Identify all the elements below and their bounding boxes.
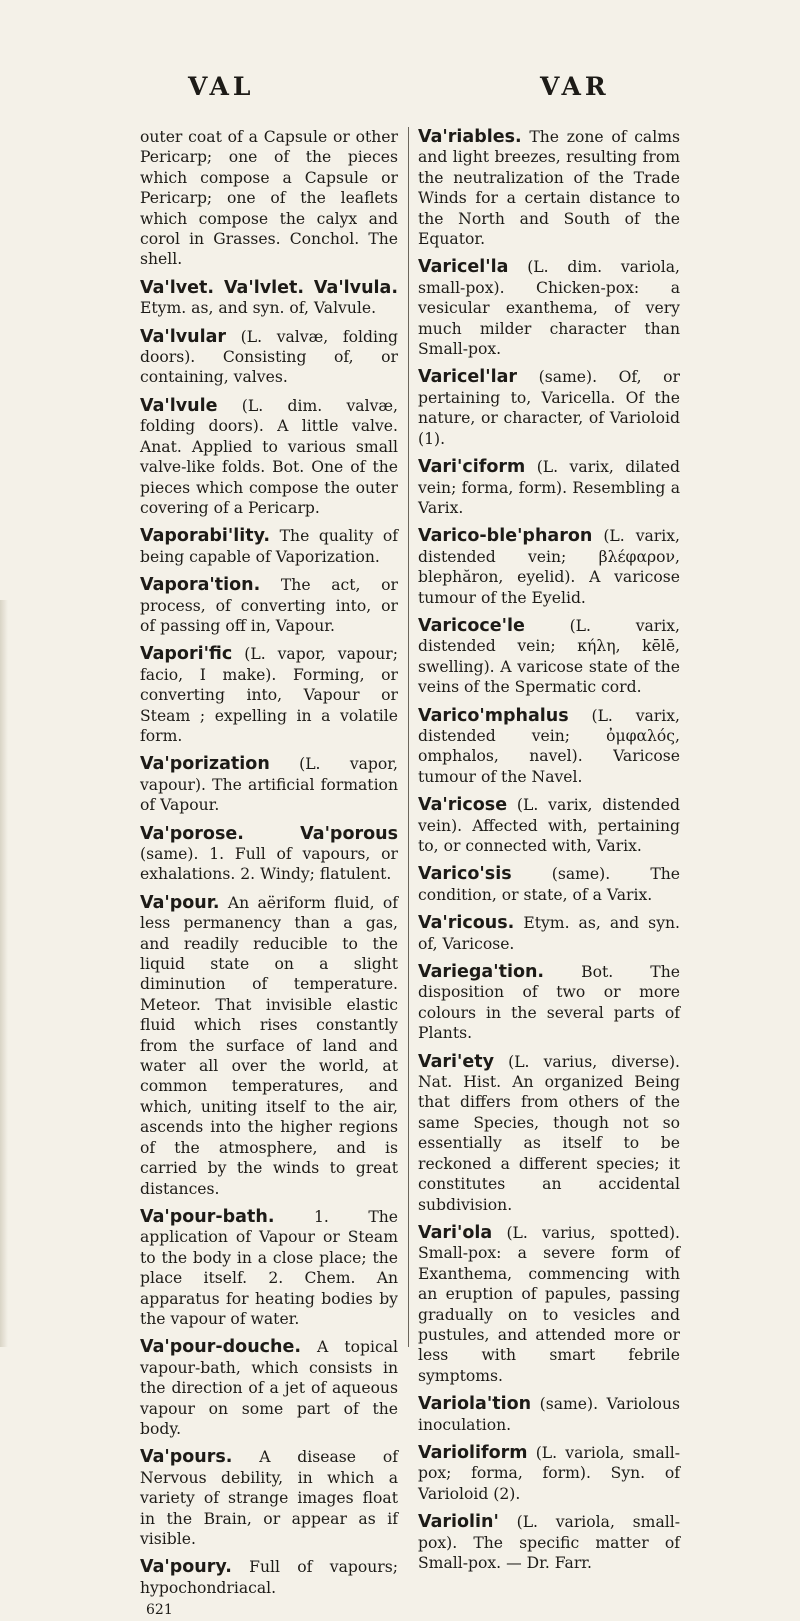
entry-definition: (same). Of, or pertaining to, Varicella. Of the nature, or character, of Varioloid (1). bbox=[418, 368, 680, 448]
dictionary-entry bbox=[418, 913, 680, 954]
entry-headword: Va'ricose bbox=[418, 795, 508, 816]
entry-headword: Va'porose. Va'porous bbox=[140, 823, 398, 844]
dictionary-entry bbox=[418, 795, 680, 856]
entry-definition: (L. varix, dilated vein; forma, form). Resembling a Varix. bbox=[418, 458, 680, 517]
entry-headword: Varicel'lar bbox=[418, 367, 518, 388]
dictionary-entry bbox=[140, 575, 398, 636]
entry-headword: Variega'tion. bbox=[418, 962, 545, 983]
dictionary-entry bbox=[418, 616, 680, 698]
dictionary-entry bbox=[140, 127, 398, 270]
entry-definition: (L. varix, distended vein). Affected with, pertaining to, or connected with, Varix. bbox=[418, 796, 680, 855]
dictionary-entry bbox=[418, 706, 680, 788]
running-head-right: VAR bbox=[540, 72, 610, 101]
dictionary-entry bbox=[140, 1337, 398, 1439]
entry-definition: (L. dim. valvæ, folding doors). A little valve. Anat. Applied to various small valve-like folds. Bot. One of the pieces which compose the outer covering of a Pericarp. bbox=[140, 396, 398, 517]
page-number: 621 bbox=[146, 1602, 173, 1619]
dictionary-entry bbox=[140, 327, 398, 388]
entry-definition: (same). 1. Full of vapours, or exhalations. 2. Windy; flatulent. bbox=[140, 845, 398, 884]
dictionary-entry bbox=[140, 754, 398, 815]
entry-definition: (L. variola, small-pox; forma, form). Syn. of Varioloid (2). bbox=[418, 1443, 680, 1503]
entry-definition: (L. varix, distended vein; κήλη, kēlē, swelling). A varicose state of the veins of the Spermatic cord. bbox=[418, 616, 680, 697]
entry-definition: The zone of calms and light breezes, resulting from the neutralization of the Trade Winds for a certain distance to the North and South of the Equator. bbox=[418, 128, 680, 249]
entry-headword: Variolin' bbox=[418, 1512, 499, 1533]
entry-headword: Va'pour. bbox=[140, 892, 220, 913]
entry-definition: (L. varius, diverse). Nat. Hist. An organized Being that differs from others of the same Species, though not so essentially as itself to be reckoned a different species; it constitutes an accidental subdivision. bbox=[418, 1052, 680, 1214]
column-divider bbox=[408, 127, 409, 1347]
entry-headword: Vapori'fic bbox=[140, 644, 233, 665]
dictionary-entry bbox=[140, 1447, 398, 1549]
entry-definition: The quality of being capable of Vaporization. bbox=[140, 527, 398, 566]
dictionary-entry bbox=[418, 962, 680, 1044]
dictionary-entry bbox=[140, 644, 398, 746]
right-column bbox=[418, 127, 680, 1581]
entry-definition: (same). The condition, or state, of a Varix. bbox=[418, 865, 680, 904]
dictionary-entry bbox=[418, 1394, 680, 1435]
entry-headword: Varioliform bbox=[418, 1442, 528, 1463]
dictionary-entry bbox=[418, 457, 680, 518]
entry-definition: A disease of Nervous debility, in which a variety of strange images float in the Brain, or appear as if visible. bbox=[140, 1448, 398, 1548]
entry-headword: Varico-ble'pharon bbox=[418, 526, 593, 547]
entry-definition: (L. varius, spotted). Small-pox: a severe form of Exanthema, commencing with an eruption of papules, passing gradually on to vesicles and pustules, and attended more or less with smart febrile symptoms. bbox=[418, 1223, 680, 1385]
entry-headword: Va'ricous. bbox=[418, 913, 515, 934]
page-header bbox=[0, 72, 800, 112]
entry-headword: Va'lvular bbox=[140, 326, 227, 347]
entry-definition: (L. vapor, vapour; facio, I make). Forming, or converting into, Vapour or Steam ; expelling in a volatile form. bbox=[140, 645, 398, 745]
entry-headword: Va'riables. bbox=[418, 127, 522, 147]
dictionary-entry bbox=[418, 526, 680, 608]
entry-headword: Vapora'tion. bbox=[140, 575, 261, 596]
entry-definition: (L. varix, distended vein; ὀμφαλός, omphalos, navel). Varicose tumour of the Navel. bbox=[418, 706, 680, 786]
scan-edge-shadow bbox=[0, 600, 8, 1347]
dictionary-entry bbox=[140, 893, 398, 1199]
running-head-left: VAL bbox=[188, 72, 255, 101]
entry-definition: 1. The application of Vapour or Steam to the body in a close place; the place itself. 2. Chem. An apparatus for heating bodies by the vapour of water. bbox=[140, 1207, 398, 1328]
entry-headword: Varico'sis bbox=[418, 864, 512, 885]
entry-definition: outer coat of a Capsule or other Pericarp; one of the pieces which compose a Capsule or Pericarp; one of the leaflets which compose the calyx and corol in Grasses. Conchol. The shell. bbox=[140, 128, 398, 269]
entry-definition: (L. variola, small-pox). The specific matter of Small-pox. — Dr. Farr. bbox=[418, 1513, 680, 1572]
entry-definition: An aëriform fluid, of less permanency than a gas, and readily reducible to the liquid state on a slight diminution of temperature. Meteor. That invisible elastic fluid which rises constantly from the surface of land and water all over the world, at common temperatures, and which, uniting itself to the air, ascends into the higher regions of the atmosphere, and is carried by the winds to great distances. bbox=[140, 893, 398, 1198]
left-column bbox=[140, 127, 398, 1621]
entry-headword: Va'poury. bbox=[140, 1557, 232, 1578]
entry-definition: Etym. as, and syn. of, Varicose. bbox=[418, 914, 680, 953]
entry-definition: (L. valvæ, folding doors). Consisting of, or containing, valves. bbox=[140, 327, 398, 387]
entry-headword: Vari'ola bbox=[418, 1222, 493, 1243]
dictionary-entry bbox=[140, 1557, 398, 1598]
entry-headword: Va'pours. bbox=[140, 1447, 233, 1468]
entry-definition: (L. dim. variola, small-pox). Chicken-pox: a vesicular exanthema, of very much milder character than Small-pox. bbox=[418, 258, 680, 359]
entry-definition: (same). Variolous inoculation. bbox=[418, 1395, 680, 1434]
dictionary-entry bbox=[418, 1223, 680, 1386]
entry-headword: Varicoce'le bbox=[418, 615, 525, 636]
dictionary-entry bbox=[418, 1052, 680, 1215]
dictionary-entry bbox=[418, 257, 680, 359]
entry-definition: (L. vapor, vapour). The artificial formation of Vapour. bbox=[140, 755, 398, 815]
dictionary-entry bbox=[418, 1443, 680, 1504]
entry-headword: Vaporabi'lity. bbox=[140, 526, 271, 547]
dictionary-entry bbox=[418, 864, 680, 905]
entry-definition: The act, or process, of converting into, or of passing off in, Vapour. bbox=[140, 576, 398, 635]
dictionary-entry bbox=[418, 1512, 680, 1573]
entry-headword: Vari'ciform bbox=[418, 457, 526, 478]
entry-definition: Etym. as, and syn. of, Valvule. bbox=[140, 299, 377, 318]
dictionary-entry bbox=[418, 367, 680, 449]
dictionary-entry bbox=[140, 824, 398, 885]
dictionary-entry bbox=[418, 127, 680, 249]
entry-headword: Va'pour-douche. bbox=[140, 1337, 302, 1358]
dictionary-entry bbox=[140, 278, 398, 319]
dictionary-entry bbox=[140, 526, 398, 567]
entry-headword: Variola'tion bbox=[418, 1394, 532, 1415]
entry-headword: Va'lvule bbox=[140, 395, 218, 416]
entry-headword: Varico'mphalus bbox=[418, 705, 569, 726]
entry-headword: Vari'ety bbox=[418, 1051, 495, 1072]
entry-definition: Bot. The disposition of two or more colours in the several parts of Plants. bbox=[418, 963, 680, 1043]
entry-headword: Varicel'la bbox=[418, 257, 509, 278]
entry-headword: Va'pour-bath. bbox=[140, 1206, 275, 1227]
entry-definition: Full of vapours; hypochondriacal. bbox=[140, 1558, 398, 1597]
dictionary-entry bbox=[140, 1207, 398, 1329]
dictionary-entry bbox=[140, 396, 398, 518]
entry-headword: Va'lvet. Va'lvlet. Va'lvula. bbox=[140, 277, 398, 298]
entry-headword: Va'porization bbox=[140, 754, 270, 775]
entry-definition: (L. varix, distended vein; βλέφαρον, blephăron, eyelid). A varicose tumour of the Eyelid. bbox=[418, 527, 680, 607]
entry-definition: A topical vapour-bath, which consists in the direction of a jet of aqueous vapour on some part of the body. bbox=[140, 1338, 398, 1438]
